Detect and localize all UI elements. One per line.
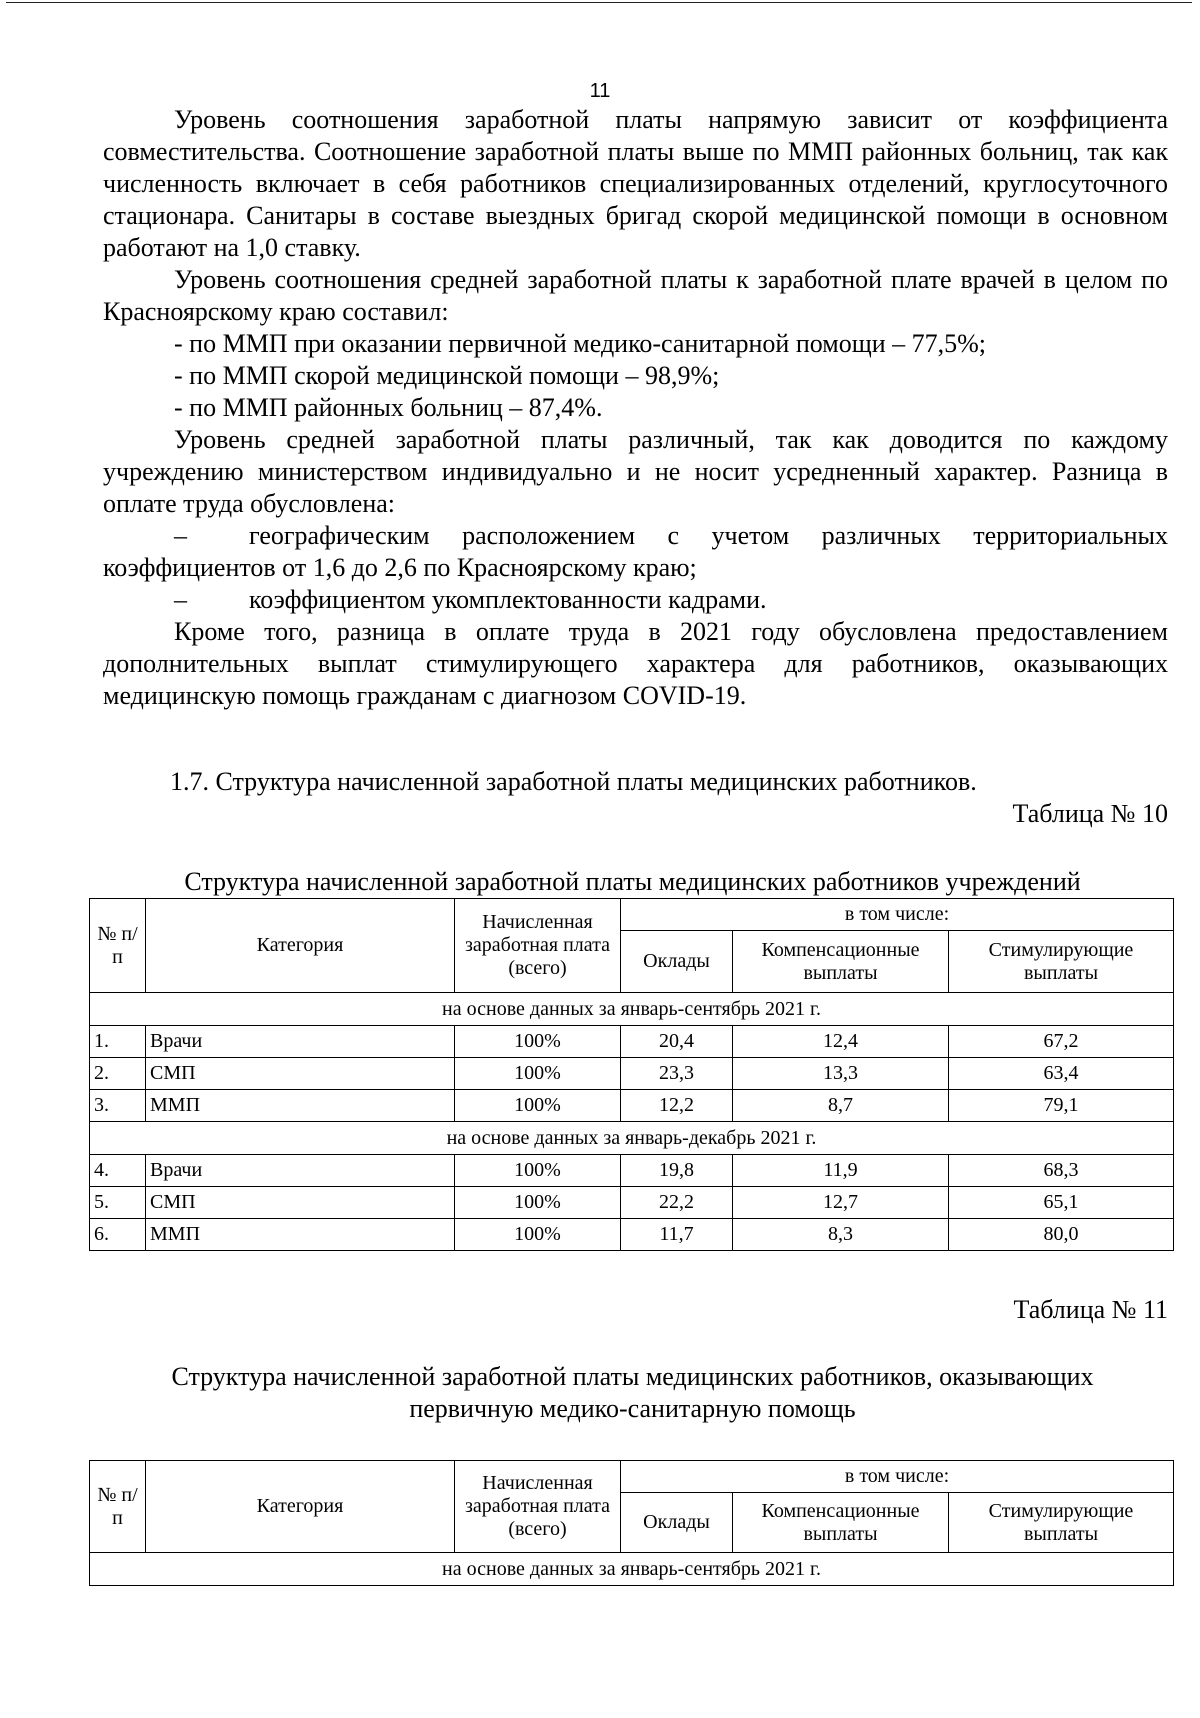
- cell-category: Врачи: [146, 1026, 455, 1058]
- list-item: - по ММП районных больниц – 87,4%.: [174, 393, 603, 422]
- caption-line: первичную медико-санитарную помощь: [409, 1394, 856, 1423]
- header-total: Начисленная заработная плата (всего): [455, 1461, 621, 1553]
- cell-incentive: 63,4: [949, 1058, 1174, 1090]
- header-num: № п/п: [90, 899, 146, 993]
- table-row: [90, 1026, 1174, 1058]
- caption-line: Структура начисленной заработной платы медицинских работников, оказывающих: [171, 1362, 1094, 1391]
- cell-category: СМП: [146, 1058, 455, 1090]
- cell-total: 100%: [455, 1058, 621, 1090]
- cell-compensation: 13,3: [733, 1058, 949, 1090]
- cell-salaries: 22,2: [621, 1187, 733, 1219]
- cell-compensation: 11,9: [733, 1155, 949, 1187]
- cell-salaries: 12,2: [621, 1090, 733, 1122]
- dash-item: [103, 584, 1168, 616]
- cell-incentive: 67,2: [949, 1026, 1174, 1058]
- cell-incentive: 68,3: [949, 1155, 1174, 1187]
- cell-num: 5.: [90, 1187, 146, 1219]
- list-item: - по ММП при оказании первичной медико-санитарной помощи – 77,5%;: [174, 329, 987, 358]
- body-text: [103, 104, 1168, 712]
- paragraph: Уровень средней заработной платы различный, так как доводится по каждому учреждению министерством индивидуально и не носит усредненный характер. Разница в оплате труда обусловлена:: [103, 425, 1168, 518]
- table-row: [90, 1090, 1174, 1122]
- table-10: [89, 898, 1174, 1251]
- table-row: [90, 1219, 1174, 1251]
- table-11-caption: [0, 1361, 1200, 1425]
- header-incentive: Стимулирующие выплаты: [949, 1493, 1174, 1553]
- paragraph: Кроме того, разница в оплате труда в 2021 году обусловлена предоставлением дополнительных выплат стимулирующего характера для работников, оказывающих медицинскую помощь гражданам с диагнозом COVID-19.: [103, 617, 1168, 710]
- header-category: Категория: [146, 1461, 455, 1553]
- header-category: Категория: [146, 899, 455, 993]
- table-row: [90, 1058, 1174, 1090]
- section-row: на основе данных за январь-сентябрь 2021 г.: [90, 1553, 1174, 1586]
- header-including: в том числе:: [621, 899, 1174, 931]
- header-including: в том числе:: [621, 1461, 1174, 1493]
- header-compensation: Компенсационные выплаты: [733, 931, 949, 993]
- list-item: - по ММП скорой медицинской помощи – 98,9%;: [174, 361, 720, 390]
- cell-category: Врачи: [146, 1155, 455, 1187]
- table-10-caption: Структура начисленной заработной платы медицинских работников учреждений: [184, 867, 1081, 896]
- cell-compensation: 8,7: [733, 1090, 949, 1122]
- paragraph: Уровень соотношения заработной платы напрямую зависит от коэффициента совместительства. Соотношение заработной платы выше по ММП районных больниц, так как численность включает в себя работников специализированных отделений, круглосуточного стационара. Санитары в составе выездных бригад скорой медицинской помощи в основном работают на 1,0 ставку.: [103, 105, 1168, 262]
- cell-compensation: 8,3: [733, 1219, 949, 1251]
- cell-salaries: 20,4: [621, 1026, 733, 1058]
- paragraph: Уровень соотношения средней заработной платы к заработной плате врачей в целом по Красноярскому краю составил:: [103, 265, 1168, 326]
- header-total: Начисленная заработная плата (всего): [455, 899, 621, 993]
- cell-total: 100%: [455, 1219, 621, 1251]
- dash-item: [103, 520, 1168, 584]
- table-11-label: Таблица № 11: [1013, 1295, 1168, 1324]
- cell-compensation: 12,4: [733, 1026, 949, 1058]
- cell-salaries: 11,7: [621, 1219, 733, 1251]
- cell-num: 2.: [90, 1058, 146, 1090]
- page-number: 11: [589, 80, 611, 102]
- cell-total: 100%: [455, 1187, 621, 1219]
- cell-total: 100%: [455, 1090, 621, 1122]
- cell-num: 3.: [90, 1090, 146, 1122]
- header-salaries: Оклады: [621, 931, 733, 993]
- table-row: [90, 1187, 1174, 1219]
- page-top-border: [6, 2, 1192, 3]
- cell-total: 100%: [455, 1026, 621, 1058]
- cell-incentive: 65,1: [949, 1187, 1174, 1219]
- header-num: № п/п: [90, 1461, 146, 1553]
- cell-num: 1.: [90, 1026, 146, 1058]
- table-11: [89, 1460, 1174, 1586]
- cell-num: 4.: [90, 1155, 146, 1187]
- dash-text: географическим расположением с учетом различных территориальных коэффициентов от 1,6 до 2,6 по Красноярскому краю;: [103, 521, 1168, 582]
- section-row: на основе данных за январь-декабрь 2021 г.: [90, 1122, 1174, 1155]
- section-heading: 1.7. Структура начисленной заработной платы медицинских работников.: [170, 767, 977, 796]
- cell-category: ММП: [146, 1090, 455, 1122]
- cell-salaries: 19,8: [621, 1155, 733, 1187]
- cell-category: СМП: [146, 1187, 455, 1219]
- header-compensation: Компенсационные выплаты: [733, 1493, 949, 1553]
- header-salaries: Оклады: [621, 1493, 733, 1553]
- header-incentive: Стимулирующие выплаты: [949, 931, 1174, 993]
- cell-num: 6.: [90, 1219, 146, 1251]
- cell-incentive: 79,1: [949, 1090, 1174, 1122]
- dash-mark: –: [174, 585, 187, 614]
- cell-compensation: 12,7: [733, 1187, 949, 1219]
- table-10-label: Таблица № 10: [1012, 799, 1168, 828]
- cell-incentive: 80,0: [949, 1219, 1174, 1251]
- cell-category: ММП: [146, 1219, 455, 1251]
- dash-mark: –: [174, 521, 187, 550]
- cell-salaries: 23,3: [621, 1058, 733, 1090]
- section-row: на основе данных за январь-сентябрь 2021 г.: [90, 993, 1174, 1026]
- cell-total: 100%: [455, 1155, 621, 1187]
- table-row: [90, 1155, 1174, 1187]
- dash-text: коэффициентом укомплектованности кадрами.: [249, 585, 767, 614]
